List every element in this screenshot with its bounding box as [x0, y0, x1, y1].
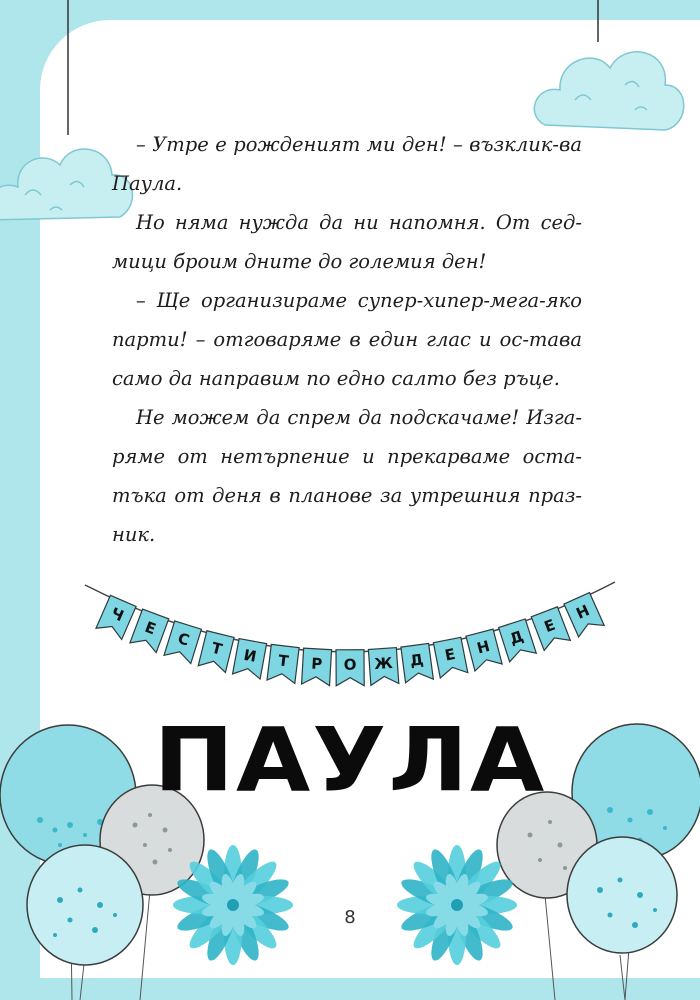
bunting-letter: Ж [373, 653, 394, 674]
bunting-letter: Е [541, 615, 558, 637]
bunting-flag-icon [302, 648, 332, 686]
bunting [96, 593, 604, 686]
paragraph: – Ще организираме супер-хипер-мега-яко парти! – отговаряме в един глас и ос-тава само да направим по едно салто без ръце. [112, 289, 582, 390]
page-number: 8 [344, 907, 356, 928]
paragraph: Не можем да спрем да подскачаме! Изга-ряме от нетърпение и прекарваме оста-тъка от деня в планове за утрешния праз-ник. [112, 406, 582, 546]
paragraph: Но няма нужда да ни напомня. От сед-мици броим дните до големия ден! [112, 211, 582, 273]
bunting-flag-icon [267, 644, 299, 683]
pompom-icon [397, 845, 517, 965]
bunting-flag-icon [433, 637, 467, 678]
bunting-flag-icon [564, 593, 604, 637]
bunting-letter: И [242, 645, 258, 666]
bunting-flag-icon [130, 609, 169, 653]
bunting-letter: О [343, 655, 357, 674]
bunting-letter: Т [209, 638, 224, 659]
cloud-icon [534, 52, 683, 130]
balloon-icon [27, 845, 143, 965]
bunting-letter: Н [573, 601, 593, 623]
bunting-letter: Д [507, 626, 526, 649]
bunting-flag-icon [401, 643, 433, 682]
bunting-flag-icon [164, 621, 201, 664]
bunting-letter: Т [277, 651, 290, 671]
bunting-flag-icon [336, 650, 364, 686]
bunting-flag-icon [466, 629, 502, 671]
bunting-flag-icon [198, 631, 234, 673]
bunting-letter: С [175, 629, 192, 650]
balloon-icon [567, 837, 677, 953]
bunting-letter: Е [443, 644, 457, 665]
pompom-icon [173, 845, 293, 965]
bunting-flag-icon [96, 595, 136, 639]
bunting-flag-icon [531, 607, 570, 651]
bunting-letter: Р [310, 654, 323, 674]
title-name: ПАУЛА [153, 708, 547, 812]
bunting-flag-icon [368, 648, 398, 686]
bunting-flag-icon [499, 619, 537, 662]
paragraph: – Утре е рожденият ми ден! – възклик-ва Паула. [112, 133, 582, 195]
bunting-letter: Е [142, 617, 159, 639]
bunting-flag-icon [233, 639, 267, 679]
bunting-letter: Н [474, 636, 492, 658]
bunting-letter: Д [408, 650, 425, 670]
bunting-letter: Ч [108, 603, 127, 626]
